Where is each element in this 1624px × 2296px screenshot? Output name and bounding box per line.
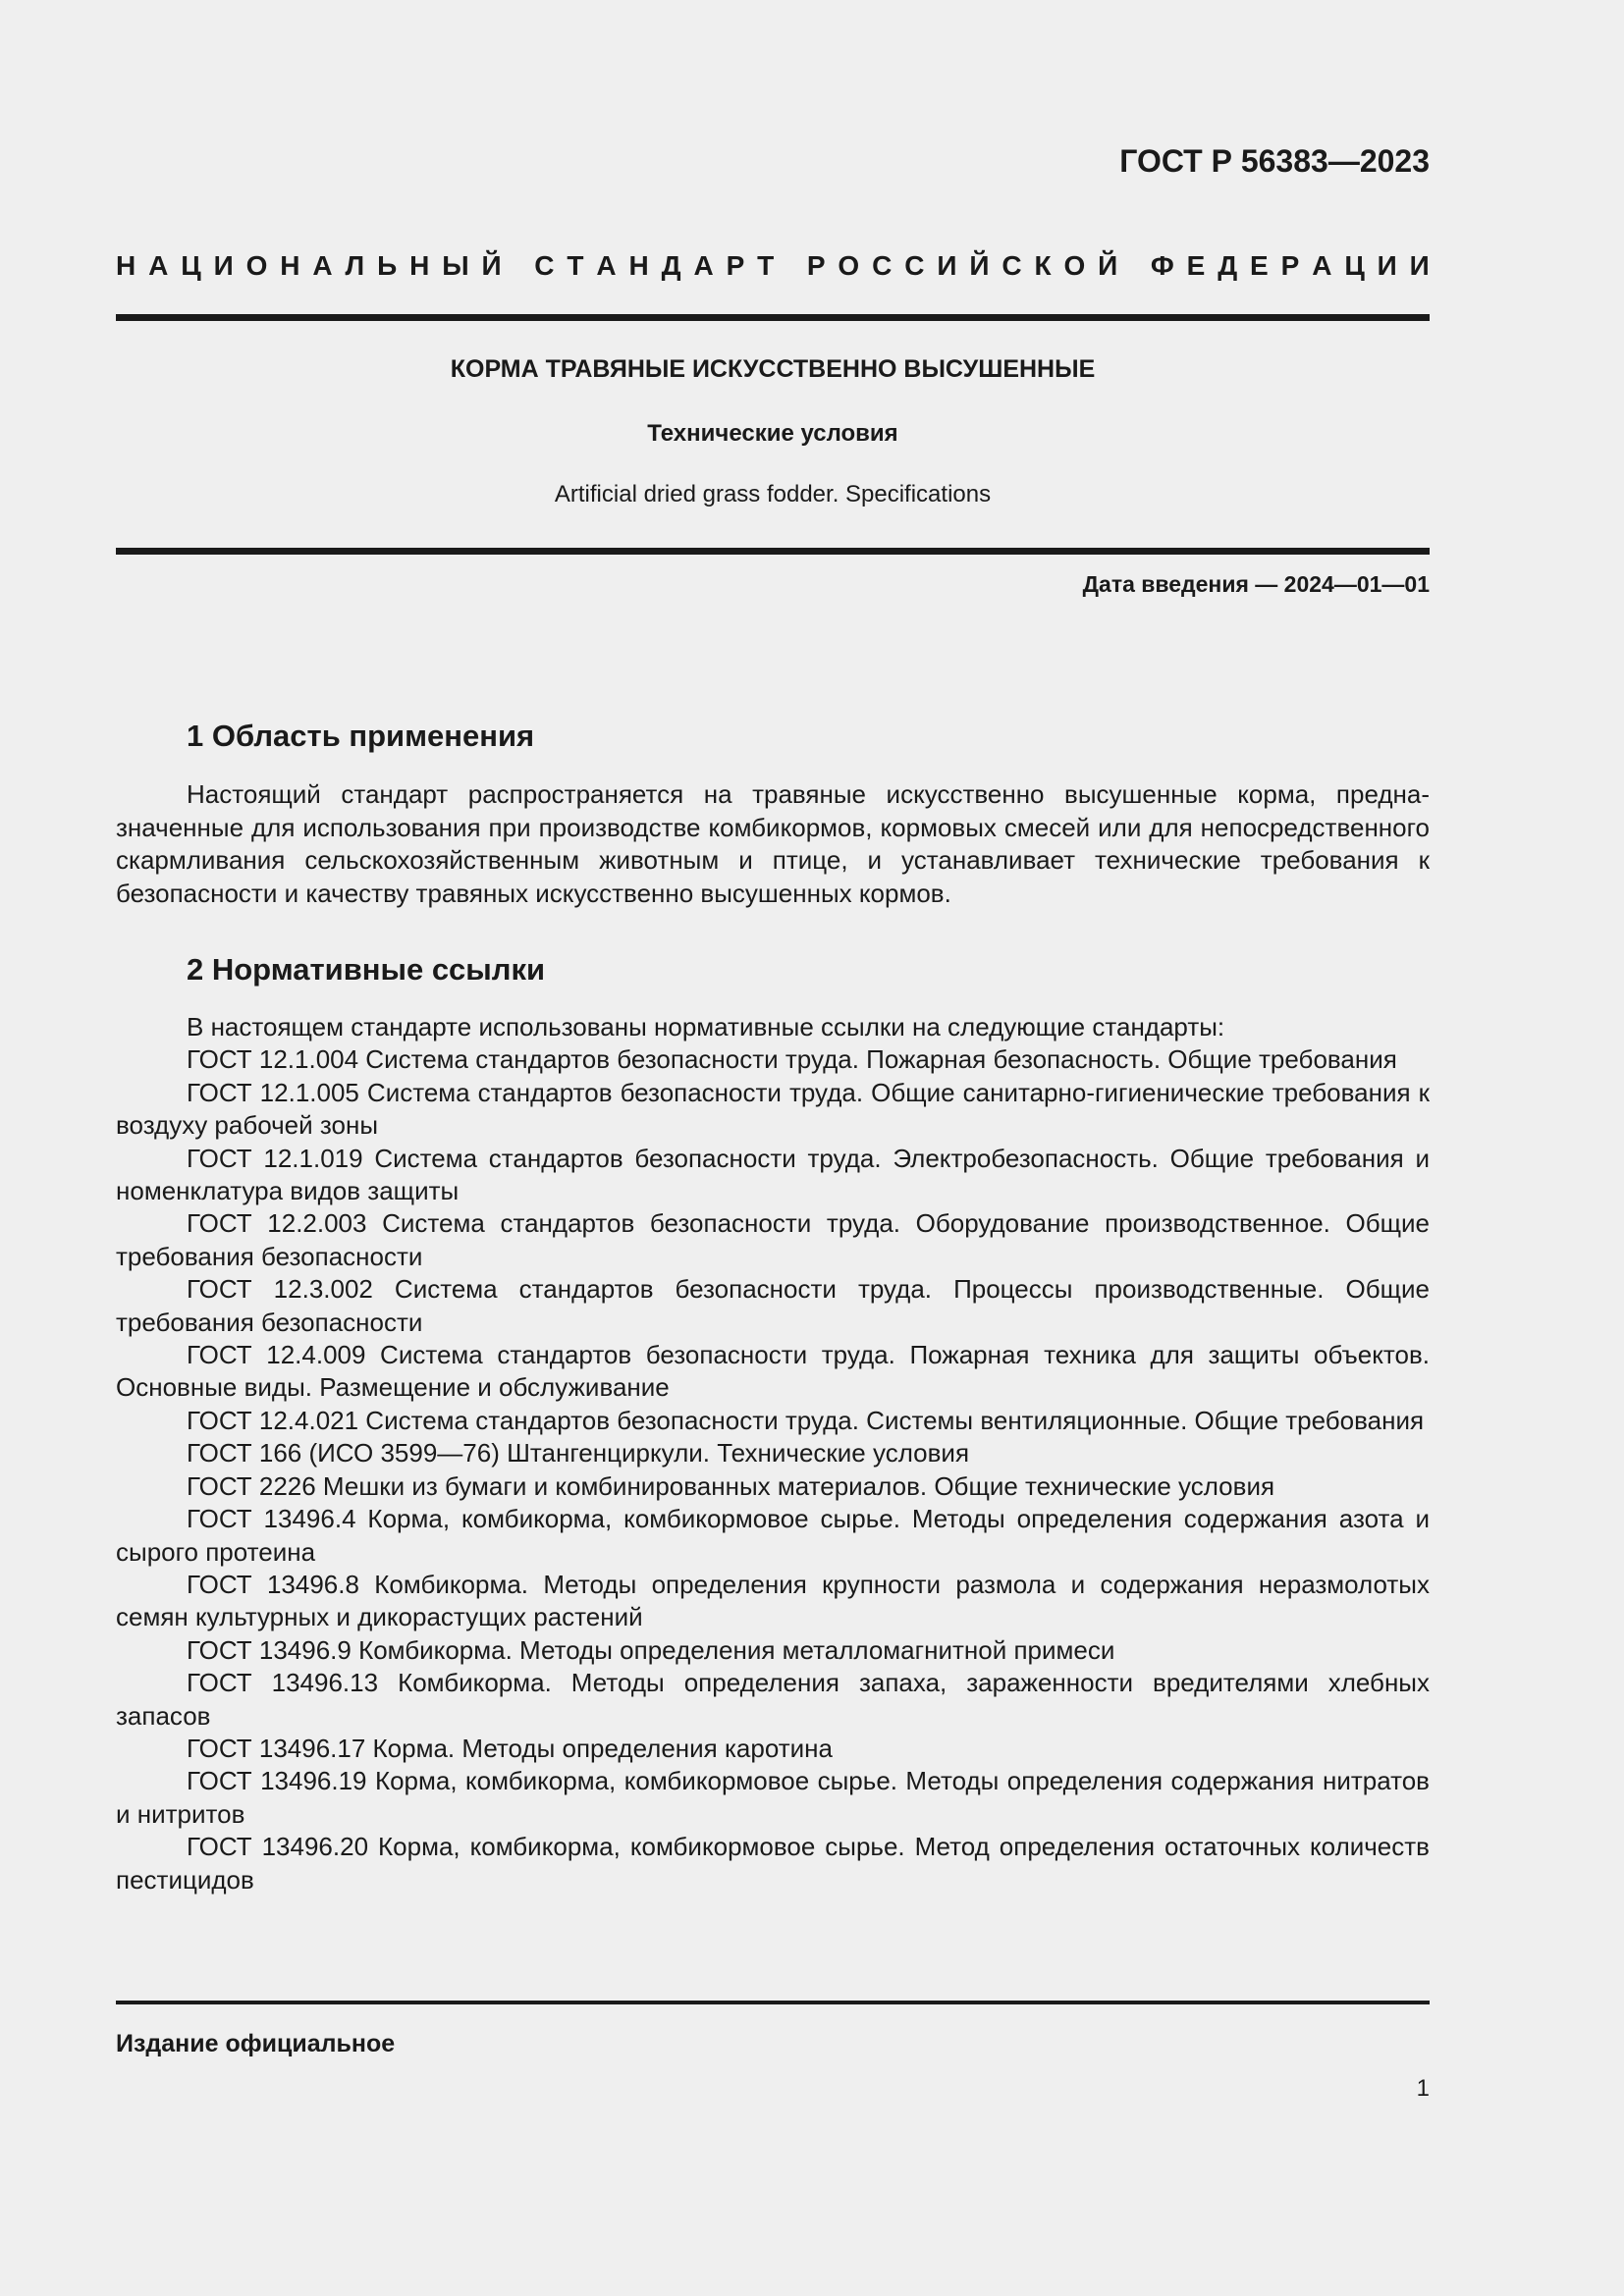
normative-references-list [116, 1011, 1430, 1896]
banner-letter: Е [1250, 250, 1269, 281]
banner-letter [1130, 250, 1138, 282]
section-heading-scope: 1 Область применения [187, 719, 535, 753]
banner-letter: Ц [1344, 250, 1365, 281]
footer-divider [116, 2001, 1430, 2004]
official-edition-label: Издание официальное [116, 2030, 396, 2057]
national-standard-banner [116, 250, 1430, 282]
banner-letter: Ы [442, 250, 469, 281]
banner-letter: Н [628, 250, 649, 281]
banner-letter: С [904, 250, 925, 281]
banner-letter: Р [1280, 250, 1300, 281]
banner-letter: И [213, 250, 234, 281]
list-item: ГОСТ 13496.8 Комбикорма. Методы определения крупности размола и содержания неразмолотых семян культурных и дикорастущих растений [116, 1569, 1430, 1632]
banner-letter: С [534, 250, 555, 281]
header-divider [116, 314, 1430, 321]
title-divider [116, 548, 1430, 555]
banner-letter: О [838, 250, 860, 281]
banner-letter: Т [757, 250, 775, 281]
page-number: 1 [1416, 2075, 1430, 2102]
banner-letter: Ф [1150, 250, 1174, 281]
banner-letter: Н [409, 250, 430, 281]
banner-letter: О [245, 250, 268, 281]
banner-letter: А [1312, 250, 1332, 281]
banner-letter: А [596, 250, 617, 281]
banner-letter: Р [726, 250, 745, 281]
banner-letter: Л [345, 250, 365, 281]
list-item: ГОСТ 13496.4 Корма, комбикорма, комбикормовое сырье. Методы определения содержания азота и сырого протеина [116, 1504, 1430, 1567]
refs-intro: В настоящем стандарте использованы нормативные ссылки на следующие стандарты: [187, 1012, 1225, 1041]
banner-letter: Й [969, 250, 990, 281]
document-title: КОРМА ТРАВЯНЫЕ ИСКУССТВЕННО ВЫСУШЕННЫЕ [450, 355, 1096, 383]
banner-letter: Н [280, 250, 300, 281]
banner-letter [514, 250, 522, 282]
banner-letter: О [1063, 250, 1086, 281]
banner-letter: Ь [377, 250, 398, 281]
list-item: ГОСТ 13496.20 Корма, комбикорма, комбикормовое сырье. Метод определения остаточных количеств пестицидов [116, 1832, 1430, 1895]
list-item: ГОСТ 12.1.004 Система стандартов безопасности труда. Пожарная безопасность. Общие требования [187, 1044, 1397, 1075]
list-item: ГОСТ 12.2.003 Система стандартов безопасности труда. Оборудование производственное. Общие требования безопасности [116, 1208, 1430, 1271]
banner-letter: Й [1098, 250, 1118, 281]
list-item: ГОСТ 12.4.009 Система стандартов безопасности труда. Пожарная техника для защиты объектов. Основные виды. Размещение и обслуживание [116, 1340, 1430, 1403]
list-item: ГОСТ 166 (ИСО 3599—76) Штангенциркули. Технические условия [187, 1438, 970, 1468]
document-page [116, 0, 1430, 2296]
banner-letter: Е [1186, 250, 1206, 281]
banner-letter: И [937, 250, 957, 281]
list-item: ГОСТ 2226 Мешки из бумаги и комбинированных материалов. Общие технические условия [187, 1470, 1275, 1501]
document-code: ГОСТ Р 56383—2023 [1119, 143, 1430, 179]
scope-paragraph: Настоящий стандарт распространяется на травяные искусственно высушенные корма, предназначенные для использования при производстве комбикормов, кормовых смесей или для непосредственного скармливания сельскохозяйственным животным и птице, и устанавливает технические требования к безопасности и качеству травяных искусственно высушенных кормов. [116, 779, 1430, 908]
banner-letter: А [693, 250, 714, 281]
banner-letter: С [872, 250, 893, 281]
list-item: ГОСТ 12.1.005 Система стандартов безопасности труда. Общие санитарно-гигиенические требования к воздуху рабочей зоны [116, 1077, 1430, 1141]
banner-letter: Т [567, 250, 584, 281]
introduction-date: Дата введения — 2024—01—01 [1082, 571, 1430, 597]
banner-letter: Н [116, 250, 136, 281]
banner-letter: А [148, 250, 169, 281]
banner-letter: С [1001, 250, 1022, 281]
banner-letter: Ц [181, 250, 201, 281]
list-item: ГОСТ 12.3.002 Система стандартов безопасности труда. Процессы производственные. Общие требования безопасности [116, 1274, 1430, 1337]
banner-letter: А [312, 250, 333, 281]
banner-letter: К [1034, 250, 1052, 281]
banner-letter: Д [1218, 250, 1238, 281]
list-item: ГОСТ 13496.13 Комбикорма. Методы определения запаха, зараженности вредителями хлебных запасов [116, 1668, 1430, 1731]
english-title: Artificial dried grass fodder. Specifications [554, 481, 992, 507]
list-item: ГОСТ 13496.19 Корма, комбикорма, комбикормовое сырье. Методы определения содержания нитратов и нитритов [116, 1766, 1430, 1829]
document-subtitle: Технические условия [647, 420, 898, 447]
banner-letter [786, 250, 794, 282]
banner-letter: Р [806, 250, 826, 281]
list-item: ГОСТ 13496.17 Корма. Методы определения каротина [187, 1733, 833, 1763]
list-item: ГОСТ 12.4.021 Система стандартов безопасности труда. Системы вентиляционные. Общие требования [187, 1405, 1425, 1435]
banner-letter: Д [661, 250, 681, 281]
banner-letter: И [1377, 250, 1397, 281]
banner-letter: Й [481, 250, 502, 281]
banner-letter: И [1409, 250, 1430, 281]
list-item: ГОСТ 12.1.019 Система стандартов безопасности труда. Электробезопасность. Общие требования и номенклатура видов защиты [116, 1143, 1430, 1206]
section-heading-normative-refs: 2 Нормативные ссылки [187, 952, 546, 987]
list-item: ГОСТ 13496.9 Комбикорма. Методы определения металломагнитной примеси [187, 1634, 1115, 1665]
